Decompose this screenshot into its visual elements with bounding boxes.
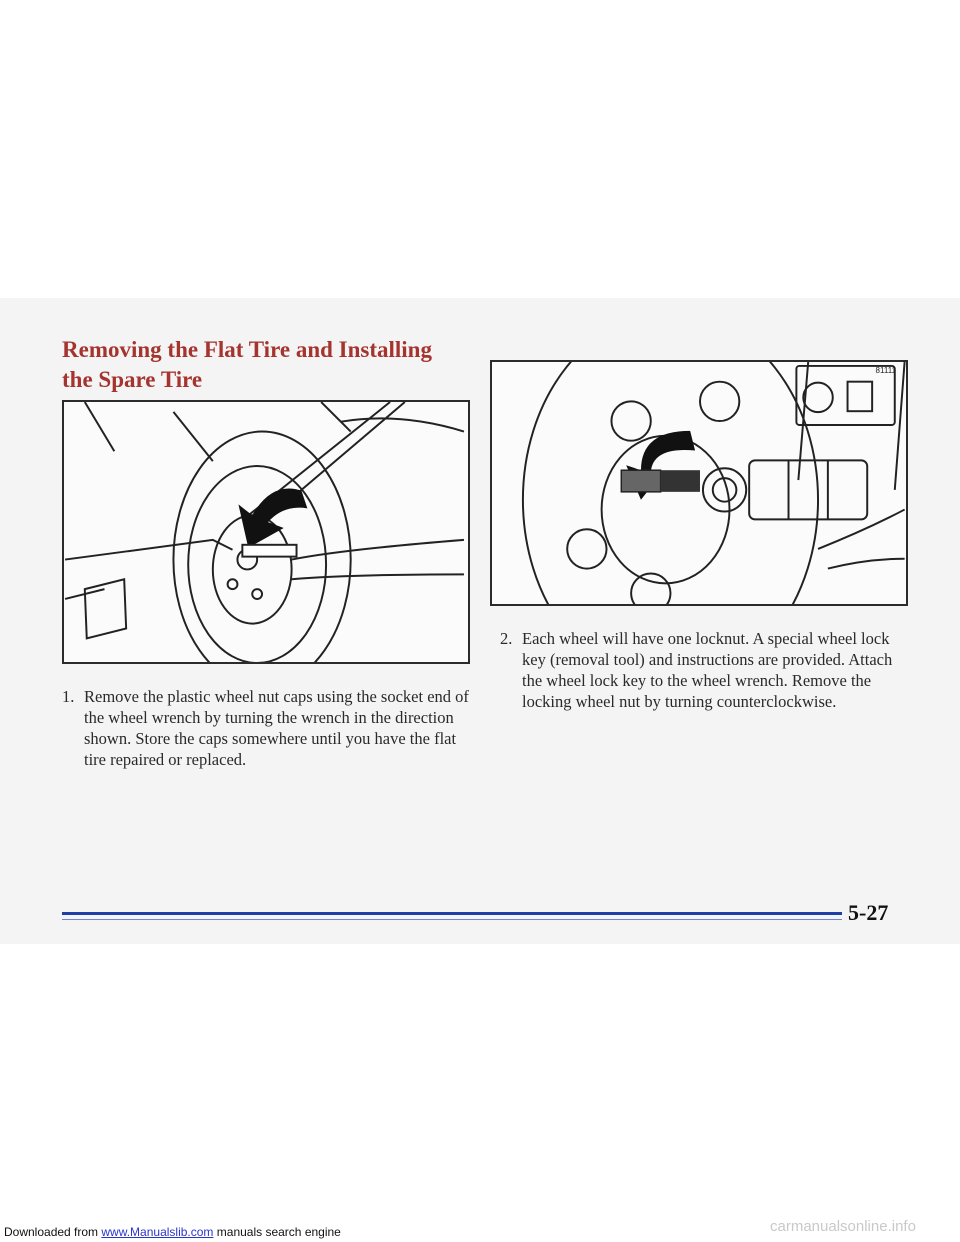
wheel-lock-key-illustration	[490, 360, 908, 606]
step-number: 2.	[500, 629, 513, 648]
step-text: Remove the plastic wheel nut caps using the socket end of the wheel wrench by turning the wrench in the direction shown. Store the caps somewhere until you have the flat tire repaired or replaced.	[84, 687, 469, 769]
step-number: 1.	[62, 687, 75, 706]
page-number: 5-27	[848, 900, 889, 925]
wheel-lock-key-drawing	[492, 362, 906, 604]
wrench-removing-nut-caps-illustration	[62, 400, 470, 664]
footer-prefix: Downloaded from	[4, 1225, 102, 1239]
step-2	[500, 628, 900, 712]
section-heading: Removing the Flat Tire and Installing the Spare Tire	[62, 337, 432, 392]
step-text: Each wheel will have one locknut. A special wheel lock key (removal tool) and instructions are provided. Attach the wheel lock key to the wheel wrench. Remove the locking wheel nut by turning counterclockwise.	[522, 629, 893, 711]
figure-code: 81111	[875, 366, 896, 375]
step-1	[62, 686, 470, 770]
footer-suffix: manuals search engine	[213, 1225, 341, 1239]
manualslib-link[interactable]: www.Manualslib.com	[101, 1225, 214, 1239]
download-footer	[4, 1225, 341, 1239]
page-rule-thin	[62, 919, 842, 920]
page-rule	[62, 912, 842, 915]
watermark: carmanualsonline.info	[770, 1218, 916, 1235]
wheel-wrench-drawing	[64, 402, 468, 662]
